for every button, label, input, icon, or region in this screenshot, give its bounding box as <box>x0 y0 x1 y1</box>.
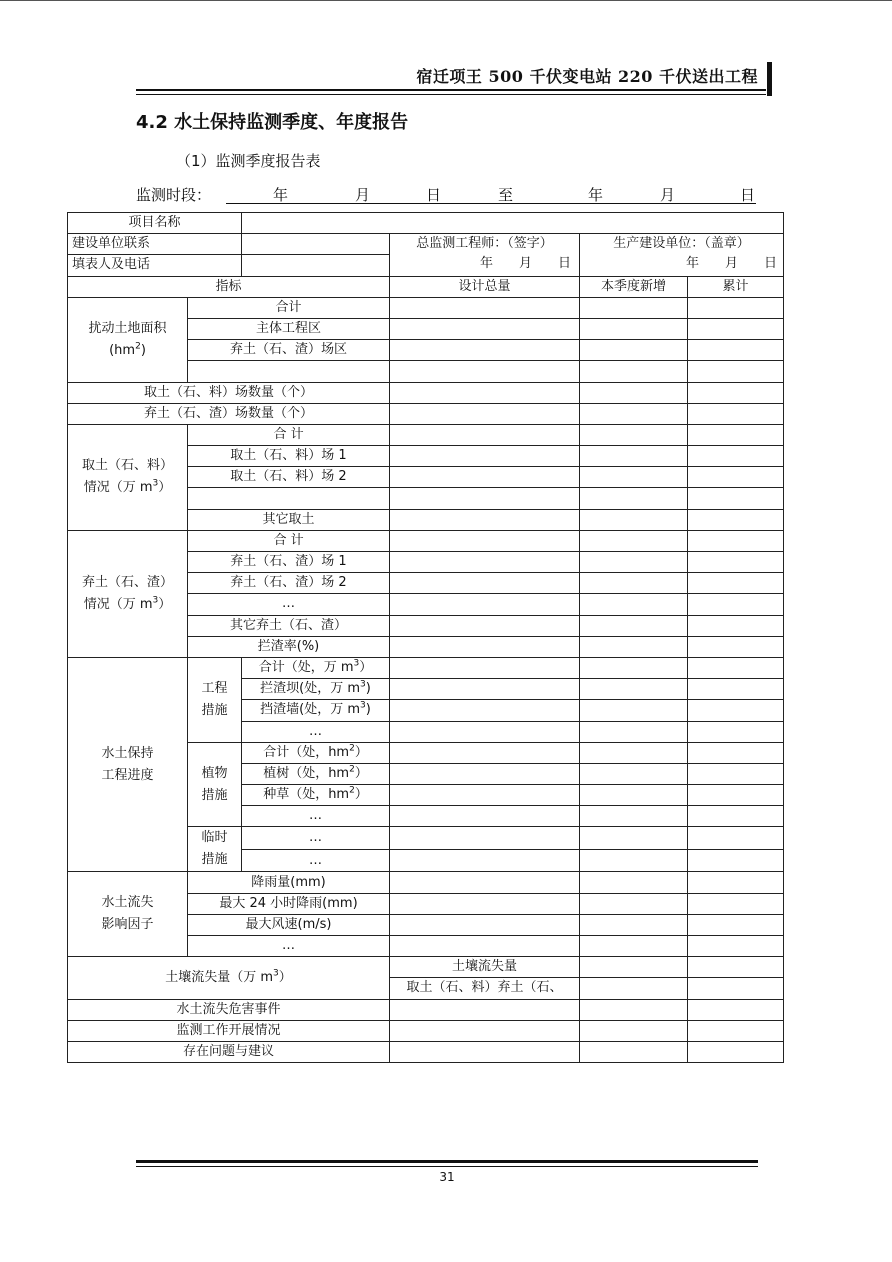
input-cell[interactable] <box>580 297 688 318</box>
input-cell[interactable] <box>390 615 580 636</box>
table-row <box>68 872 784 893</box>
row-label-other-borrow: 其它取土 <box>188 509 390 530</box>
input-cell[interactable] <box>580 893 688 914</box>
row-label-hazard: 水土流失危害事件 <box>68 999 390 1020</box>
borrow-status-unit <box>70 477 185 499</box>
input-cell[interactable] <box>580 657 688 678</box>
input-cell[interactable] <box>688 827 784 850</box>
row-label-tree <box>242 763 390 784</box>
row-label-ellipsis: … <box>242 806 390 827</box>
input-cell[interactable] <box>390 340 580 361</box>
input-cell[interactable] <box>688 382 784 403</box>
unit-close: ） <box>354 787 368 803</box>
input-cell[interactable] <box>390 742 580 763</box>
borrow-status-label: 取土（石、料） <box>81 458 173 474</box>
table-row <box>68 234 784 255</box>
swc-progress-label-2: 工程进度 <box>101 767 154 783</box>
input-cell[interactable] <box>688 785 784 806</box>
table-caption: （1）监测季度报告表 <box>176 152 321 170</box>
input-cell[interactable] <box>580 1020 688 1041</box>
input-cell[interactable] <box>390 297 580 318</box>
input-cell[interactable] <box>688 573 784 594</box>
disturbed-area-group <box>68 297 188 382</box>
table-row <box>68 297 784 318</box>
input-cell[interactable] <box>580 742 688 763</box>
input-cell[interactable] <box>688 636 784 657</box>
input-cell[interactable] <box>390 893 580 914</box>
cell-filler-phone-label: 填表人及电话 <box>68 255 242 276</box>
input-cell[interactable] <box>688 849 784 872</box>
unit-close: ) <box>365 702 371 718</box>
input-cell[interactable] <box>390 488 580 509</box>
table-row <box>68 403 784 424</box>
label-text: 种草（处，hm <box>263 787 350 803</box>
input-cell[interactable] <box>580 594 688 615</box>
input-cell[interactable] <box>390 785 580 806</box>
disturbed-area-unit <box>70 340 185 362</box>
input-cell[interactable] <box>688 914 784 935</box>
row-label-retention-rate: 拦渣率(%) <box>188 636 390 657</box>
input-cell[interactable] <box>390 827 580 850</box>
row-label-work-status: 监测工作开展情况 <box>68 1020 390 1041</box>
unit-superscript: 3 <box>152 479 159 490</box>
input-cell[interactable] <box>580 763 688 784</box>
input-cell[interactable] <box>390 509 580 530</box>
input-cell[interactable] <box>390 657 580 678</box>
input-cell[interactable] <box>688 446 784 467</box>
input-cell[interactable] <box>688 467 784 488</box>
input-cell[interactable] <box>390 382 580 403</box>
period-end-day: 日 <box>740 186 756 204</box>
period-to: 至 <box>498 186 514 204</box>
row-label-ellipsis: … <box>188 594 390 615</box>
label-text: 合计（处，万 m <box>258 660 354 676</box>
row-label-main-works: 主体工程区 <box>188 318 390 339</box>
footer-rule-thick <box>136 1160 758 1163</box>
input-cell[interactable] <box>580 872 688 893</box>
unit-superscript: 3 <box>360 679 366 690</box>
table-row <box>68 1041 784 1062</box>
period-start-day: 日 <box>426 186 442 204</box>
input-cell[interactable] <box>580 361 688 382</box>
input-cell[interactable] <box>580 806 688 827</box>
row-label-total: 合计 <box>188 297 390 318</box>
input-cell[interactable] <box>390 849 580 872</box>
input-cell[interactable] <box>580 914 688 935</box>
row-label-empty[interactable] <box>188 488 390 509</box>
spoil-status-group <box>68 530 188 657</box>
row-label-ellipsis: … <box>242 827 390 850</box>
input-cell[interactable] <box>390 361 580 382</box>
input-cell[interactable] <box>390 573 580 594</box>
input-cell[interactable] <box>580 700 688 721</box>
unit-close: ) <box>140 342 146 358</box>
input-cell[interactable] <box>580 488 688 509</box>
row-label-spoil-site-2: 弃土（石、渣）场 2 <box>188 573 390 594</box>
input-cell[interactable] <box>580 424 688 445</box>
label-text: 拦渣坝(处，万 m <box>260 681 361 697</box>
temporary-measures-label-1: 临时 <box>201 830 228 846</box>
footer-rule-thin <box>136 1166 758 1167</box>
cell-filler-phone-value[interactable] <box>242 255 390 276</box>
period-underline <box>226 203 756 204</box>
row-label-rainfall: 降雨量(mm) <box>188 872 390 893</box>
input-cell[interactable] <box>580 721 688 742</box>
input-cell[interactable] <box>688 424 784 445</box>
erosion-factors-label-1: 水土流失 <box>101 895 154 911</box>
unit-superscript: 3 <box>152 595 159 606</box>
unit-superscript: 2 <box>349 764 355 775</box>
section-title: 4.2 水土保持监测季度、年度报告 <box>136 112 409 133</box>
table-row <box>68 424 784 445</box>
unit-text: (hm <box>109 342 136 358</box>
row-label-max-24h-rain: 最大 24 小时降雨(mm) <box>188 893 390 914</box>
row-label-dam <box>242 679 390 700</box>
input-cell[interactable] <box>390 936 580 957</box>
input-cell[interactable] <box>688 657 784 678</box>
disturbed-area-label: 扰动土地面积 <box>88 320 167 336</box>
label-text: 植树（处，hm <box>263 765 350 781</box>
input-cell[interactable] <box>580 978 688 999</box>
top-border-line <box>0 0 892 1</box>
input-cell[interactable] <box>688 679 784 700</box>
table-row <box>68 1020 784 1041</box>
borrow-status-group <box>68 424 188 530</box>
label-text: 土壤流失量（万 m <box>165 969 274 985</box>
page-number: 31 <box>439 1170 455 1184</box>
unit-close: ） <box>278 969 292 985</box>
input-cell[interactable] <box>688 872 784 893</box>
input-cell[interactable] <box>688 594 784 615</box>
input-cell[interactable] <box>580 382 688 403</box>
row-label-soil-loss <box>68 957 390 999</box>
cell-production-unit[interactable] <box>580 234 784 276</box>
input-cell[interactable] <box>390 999 580 1020</box>
col-header-quarter-new: 本季度新增 <box>580 276 688 297</box>
cell-chief-engineer[interactable] <box>390 234 580 276</box>
table-row <box>68 382 784 403</box>
engineering-measures-group <box>188 657 242 742</box>
input-cell[interactable] <box>390 530 580 551</box>
input-cell[interactable] <box>688 509 784 530</box>
input-cell[interactable] <box>688 893 784 914</box>
input-cell[interactable] <box>390 679 580 700</box>
input-cell[interactable] <box>688 297 784 318</box>
input-cell[interactable] <box>390 872 580 893</box>
running-header-title: 宿迁项王 500 千伏变电站 220 千伏送出工程 <box>416 67 758 86</box>
unit-close: ） <box>359 660 373 676</box>
input-cell[interactable] <box>390 700 580 721</box>
spoil-status-label: 弃土（石、渣） <box>81 574 173 590</box>
input-cell[interactable] <box>580 509 688 530</box>
erosion-factors-group <box>68 872 188 957</box>
col-header-cumulative: 累计 <box>688 276 784 297</box>
row-label-ellipsis: … <box>242 721 390 742</box>
temporary-measures-group <box>188 827 242 872</box>
row-label-veg-total <box>242 742 390 763</box>
input-cell[interactable] <box>390 467 580 488</box>
table-row <box>68 957 784 978</box>
cell-project-name-label: 项目名称 <box>68 213 242 234</box>
input-cell[interactable] <box>580 530 688 551</box>
engineering-measures-label-1: 工程 <box>201 680 228 696</box>
period-start-month: 月 <box>355 186 371 204</box>
input-cell[interactable] <box>580 573 688 594</box>
header-rule-thin <box>136 94 766 95</box>
input-cell[interactable] <box>580 785 688 806</box>
unit-close: ） <box>158 596 172 612</box>
row-label-grass <box>242 785 390 806</box>
temporary-measures-label-2: 措施 <box>201 852 228 868</box>
unit-superscript: 3 <box>353 658 360 669</box>
cell-builder-contact-label: 建设单位联系 <box>68 234 242 255</box>
label-text: 挡渣墙(处，万 m <box>260 702 361 718</box>
unit-close: ） <box>354 765 368 781</box>
input-cell[interactable] <box>688 615 784 636</box>
engineering-measures-label-2: 措施 <box>201 702 228 718</box>
row-label-spoil-count: 弃土（石、渣）场数量（个） <box>68 403 390 424</box>
input-cell[interactable] <box>688 999 784 1020</box>
input-cell[interactable] <box>688 742 784 763</box>
label-text: 合计（处，hm <box>263 744 350 760</box>
row-label-borrow-count: 取土（石、料）场数量（个） <box>68 382 390 403</box>
input-cell[interactable] <box>688 552 784 573</box>
unit-text: 情况（万 m <box>83 596 153 612</box>
input-cell[interactable] <box>390 636 580 657</box>
swc-progress-group <box>68 657 188 872</box>
input-cell[interactable] <box>390 914 580 935</box>
input-cell[interactable] <box>580 467 688 488</box>
input-cell[interactable] <box>580 679 688 700</box>
monitoring-period <box>136 184 756 206</box>
production-unit-date: 年 月 日 <box>686 256 778 272</box>
row-label-spoil-site-area: 弃土（石、渣）场区 <box>188 340 390 361</box>
row-label-other-spoil: 其它弃土（石、渣） <box>188 615 390 636</box>
input-cell[interactable] <box>688 721 784 742</box>
unit-superscript: 2 <box>349 785 355 796</box>
chief-engineer-label: 总监测工程师：（签字） <box>416 236 553 252</box>
input-cell[interactable] <box>688 530 784 551</box>
table-row <box>68 530 784 551</box>
unit-close: ） <box>354 744 368 760</box>
input-cell[interactable] <box>580 636 688 657</box>
row-label-spoil-site-1: 弃土（石、渣）场 1 <box>188 552 390 573</box>
input-cell[interactable] <box>688 806 784 827</box>
input-cell[interactable] <box>580 999 688 1020</box>
input-cell[interactable] <box>390 1041 580 1062</box>
input-cell[interactable] <box>580 936 688 957</box>
input-cell[interactable] <box>580 615 688 636</box>
col-header-design-total: 设计总量 <box>390 276 580 297</box>
input-cell[interactable] <box>688 763 784 784</box>
table-row <box>68 657 784 678</box>
table-header-row <box>68 276 784 297</box>
input-cell[interactable] <box>688 403 784 424</box>
table-row <box>68 213 784 234</box>
row-label-ellipsis: … <box>242 849 390 872</box>
input-cell[interactable] <box>580 827 688 850</box>
input-cell[interactable] <box>390 318 580 339</box>
vegetation-measures-label-1: 植物 <box>201 765 228 781</box>
chief-engineer-date: 年 月 日 <box>480 256 572 272</box>
production-unit-label: 生产建设单位：（盖章） <box>613 236 750 252</box>
period-end-month: 月 <box>660 186 676 204</box>
input-cell[interactable] <box>390 721 580 742</box>
period-start-year: 年 <box>273 186 289 204</box>
input-cell[interactable] <box>390 763 580 784</box>
header-side-bar <box>767 62 772 96</box>
row-label-issues: 存在问题与建议 <box>68 1041 390 1062</box>
input-cell[interactable] <box>390 1020 580 1041</box>
erosion-factors-label-2: 影响因子 <box>101 917 154 933</box>
input-cell[interactable] <box>688 318 784 339</box>
row-label-empty[interactable] <box>188 361 390 382</box>
input-cell[interactable] <box>580 849 688 872</box>
vegetation-measures-label-2: 措施 <box>201 787 228 803</box>
unit-close: ） <box>158 480 172 496</box>
input-cell[interactable] <box>688 700 784 721</box>
row-label-total: 合 计 <box>188 424 390 445</box>
input-cell[interactable] <box>688 978 784 999</box>
input-cell[interactable] <box>390 806 580 827</box>
table-row <box>68 999 784 1020</box>
row-label-borrow-site-2: 取土（石、料）场 2 <box>188 467 390 488</box>
input-cell[interactable] <box>580 1041 688 1062</box>
vegetation-measures-group <box>188 742 242 827</box>
input-cell[interactable] <box>688 936 784 957</box>
unit-superscript: 3 <box>273 968 279 979</box>
unit-superscript: 2 <box>135 341 141 352</box>
cell-borrow-spoil: 取土（石、料）弃土（石、 <box>390 978 580 999</box>
input-cell[interactable] <box>580 403 688 424</box>
input-cell[interactable] <box>580 318 688 339</box>
input-cell[interactable] <box>580 446 688 467</box>
quarterly-report-table <box>67 212 784 1063</box>
unit-text: 情况（万 m <box>83 480 153 496</box>
row-label-eng-total <box>242 657 390 678</box>
input-cell[interactable] <box>580 340 688 361</box>
col-header-indicator: 指标 <box>68 276 390 297</box>
input-cell[interactable] <box>390 403 580 424</box>
input-cell[interactable] <box>390 552 580 573</box>
input-cell[interactable] <box>688 957 784 978</box>
input-cell[interactable] <box>688 1020 784 1041</box>
row-label-total: 合 计 <box>188 530 390 551</box>
period-end-year: 年 <box>588 186 604 204</box>
input-cell[interactable] <box>688 361 784 382</box>
header-rule-thick <box>136 89 766 91</box>
input-cell[interactable] <box>390 424 580 445</box>
row-label-borrow-site-1: 取土（石、料）场 1 <box>188 446 390 467</box>
input-cell[interactable] <box>580 957 688 978</box>
row-label-max-wind: 最大风速(m/s) <box>188 914 390 935</box>
unit-superscript: 3 <box>360 701 366 712</box>
row-label-wall <box>242 700 390 721</box>
running-header <box>136 62 766 92</box>
period-label: 监测时段： <box>136 186 212 204</box>
cell-soil-loss-amount: 土壤流失量 <box>390 957 580 978</box>
row-label-ellipsis: … <box>188 936 390 957</box>
spoil-status-unit <box>70 594 185 616</box>
cell-builder-contact-value[interactable] <box>242 234 390 255</box>
input-cell[interactable] <box>688 488 784 509</box>
swc-progress-label-1: 水土保持 <box>101 745 154 761</box>
input-cell[interactable] <box>688 340 784 361</box>
input-cell[interactable] <box>580 552 688 573</box>
unit-close: ) <box>365 681 371 697</box>
input-cell[interactable] <box>390 594 580 615</box>
input-cell[interactable] <box>390 446 580 467</box>
input-cell[interactable] <box>688 1041 784 1062</box>
unit-superscript: 2 <box>349 743 355 754</box>
cell-project-name-value[interactable] <box>242 213 784 234</box>
